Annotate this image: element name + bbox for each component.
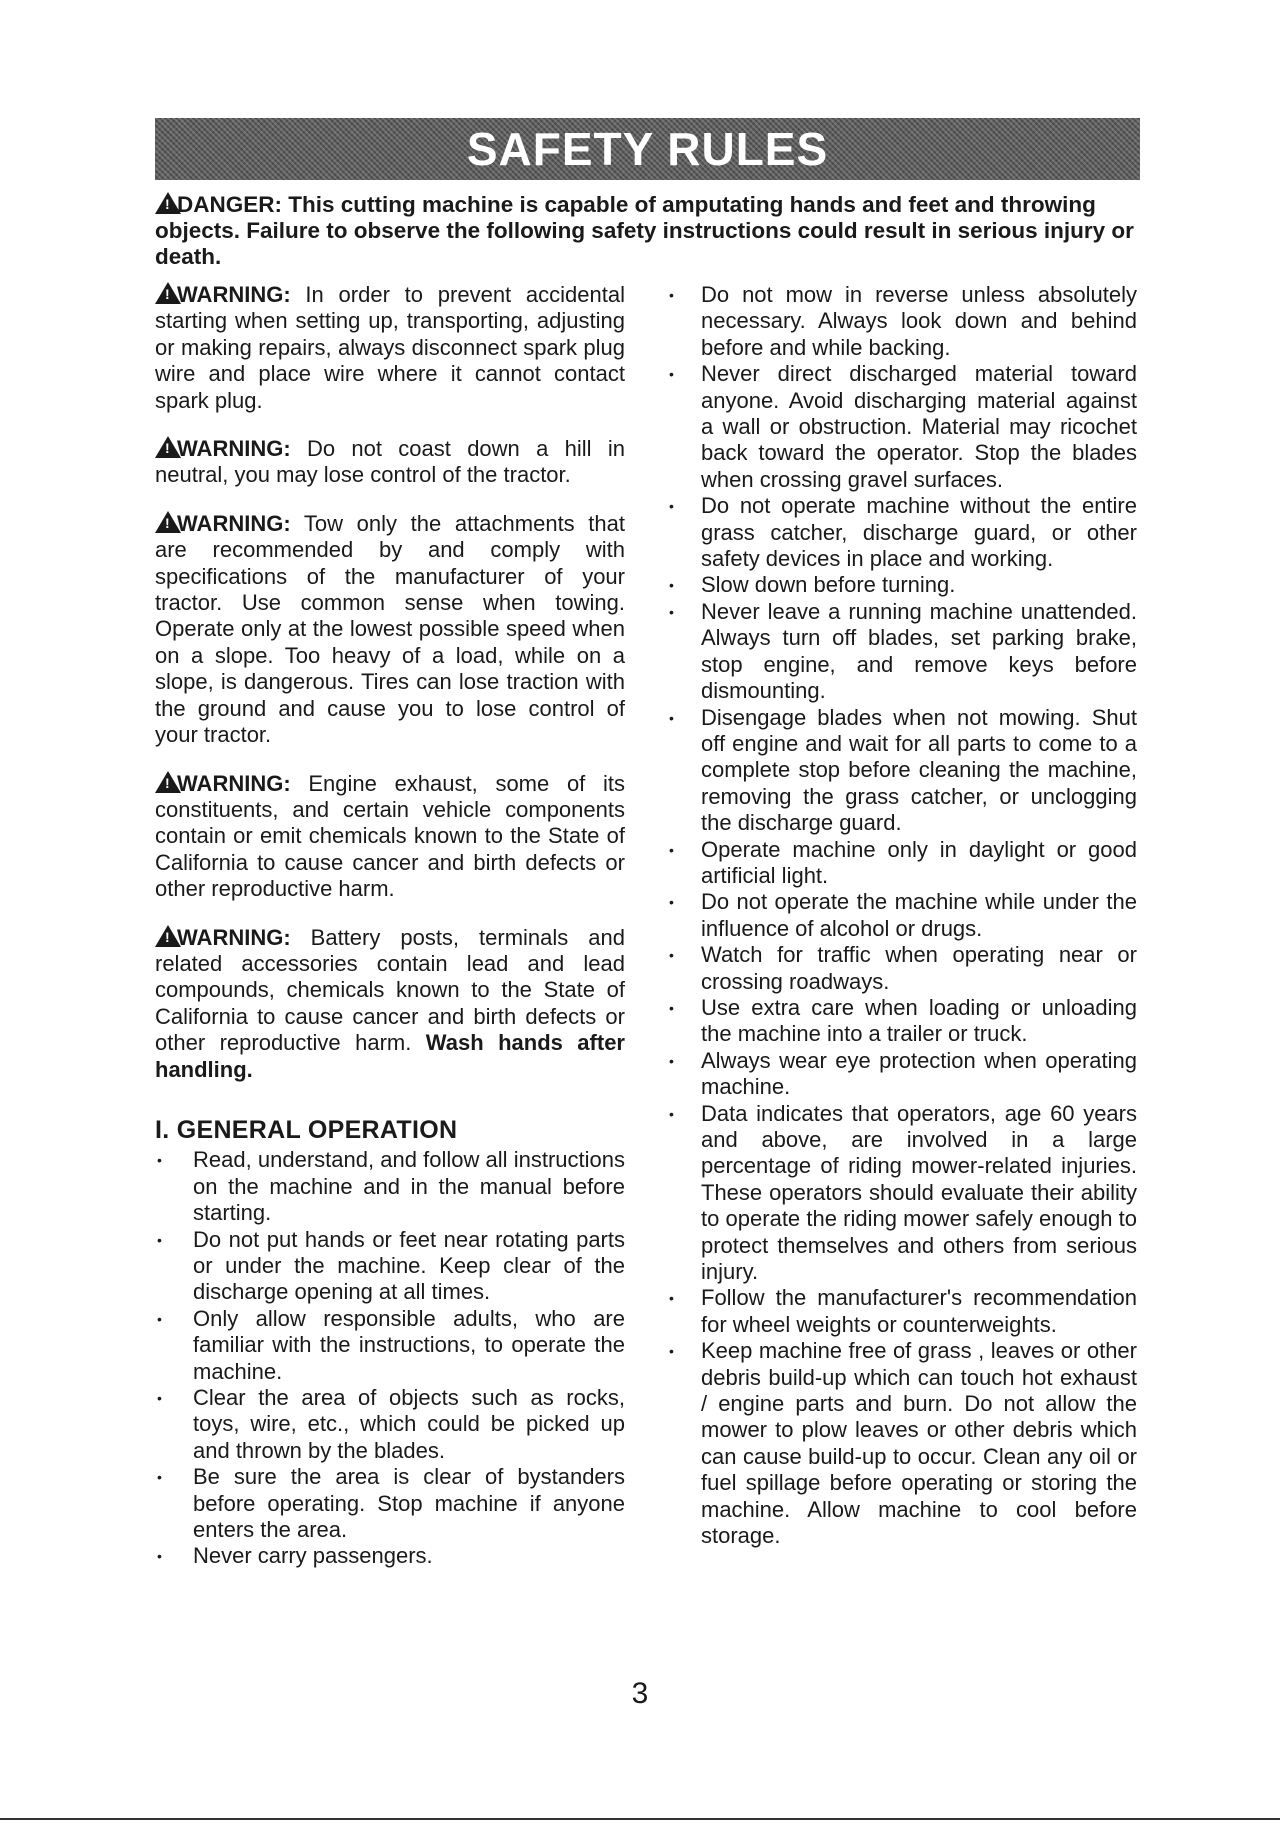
rule-item: • Keep machine free of grass , leaves or other debris build-up which can touch hot exhaust / engine parts and burn. Do not allow the mower to plow leaves or other debris which can cause build-up to occur. Clean any oil or fuel spillage before operating or storing the machine. Allow machine to cool before storage.	[667, 1338, 1137, 1549]
rule-item: • Never leave a running machine unattended. Always turn off blades, set parking brake, stop engine, and remove keys before dismounting.	[667, 599, 1137, 705]
warning-block	[155, 925, 625, 1083]
rule-item: • Be sure the area is clear of bystanders before operating. Stop machine if anyone enters the area.	[155, 1464, 625, 1543]
warning-triangle-icon	[155, 436, 181, 458]
rule-item: • Clear the area of objects such as rocks, toys, wire, etc., which could be picked up and thrown by the blades.	[155, 1385, 625, 1464]
rules-list-left	[155, 1147, 625, 1570]
rule-item: • Never direct discharged material toward anyone. Avoid discharging material against a wall or obstruction. Material may ricochet back toward the operator. Stop the blades when crossing gravel surfaces.	[667, 361, 1137, 493]
rules-list-right	[667, 282, 1137, 1550]
rule-item: • Do not mow in reverse unless absolutely necessary. Always look down and behind before and while backing.	[667, 282, 1137, 361]
warning-label: WARNING:	[177, 510, 291, 536]
rule-item: • Do not operate machine without the entire grass catcher, discharge guard, or other safety devices in place and working.	[667, 493, 1137, 572]
warning-triangle-icon	[155, 925, 181, 947]
rule-item: • Watch for traffic when operating near or crossing roadways.	[667, 942, 1137, 995]
warning-triangle-icon	[155, 771, 181, 793]
danger-label: DANGER:	[177, 192, 282, 217]
rule-item: • Follow the manufacturer's recommendation for wheel weights or counterweights.	[667, 1285, 1137, 1338]
bottom-divider	[0, 1818, 1280, 1820]
warning-text: Battery posts, terminals and related accessories contain lead and lead compounds, chemicals known to the State of California to cause cancer and birth defects or other reproductive harm.	[155, 924, 625, 1056]
rule-item: • Slow down before turning.	[667, 572, 1137, 598]
warning-label: WARNING:	[177, 282, 291, 307]
rule-item: • Operate machine only in daylight or good artificial light.	[667, 837, 1137, 890]
warning-emphasis: Wash hands after handling.	[155, 1030, 625, 1082]
warning-text: Do not coast down a hill in neutral, you may lose control of the tractor.	[155, 436, 625, 488]
rule-item: • Data indicates that operators, age 60 years and above, are involved in a large percentage of riding mower-related injuries. These operators should evaluate their ability to operate the riding mower safely enough to protect themselves and others from serious injury.	[667, 1101, 1137, 1286]
rule-item: • Read, understand, and follow all instructions on the machine and in the manual before starting.	[155, 1147, 625, 1226]
warning-block	[155, 282, 625, 414]
warning-triangle-icon	[155, 282, 181, 304]
section-banner	[155, 118, 1140, 180]
left-column	[155, 282, 625, 1570]
section-heading: I. GENERAL OPERATION	[155, 1115, 458, 1144]
warning-label: WARNING:	[177, 770, 291, 796]
rule-item: • Disengage blades when not mowing. Shut off engine and wait for all parts to come to a complete stop before cleaning the machine, removing the grass catcher, or unclogging the discharge guard.	[667, 705, 1137, 837]
warning-text: In order to prevent accidental starting when setting up, transporting, adjusting or making repairs, always disconnect spark plug wire and place wire where it cannot contact spark plug.	[155, 282, 625, 413]
danger-text: This cutting machine is capable of amputating hands and feet and throwing objects. Failure to observe the following safety instructions could result in serious injury or death.	[155, 192, 1134, 269]
danger-notice	[155, 192, 1140, 270]
warning-triangle-icon	[155, 511, 181, 533]
warning-block	[155, 771, 625, 903]
warning-text: Tow only the attachments that are recommended by and comply with specifications of the manufacturer of your tractor. Use common sense when towing. Operate only at the lowest possible speed when on a slope. Too heavy of a load, while on a slope, is dangerous. Tires can lose traction with the ground and cause you to lose control of your tractor.	[155, 510, 625, 748]
warning-triangle-icon	[155, 192, 181, 214]
rule-item: • Never carry passengers.	[155, 1543, 625, 1569]
right-column	[667, 282, 1137, 1550]
rule-item: • Use extra care when loading or unloading the machine into a trailer or truck.	[667, 995, 1137, 1048]
rule-item: • Only allow responsible adults, who are familiar with the instructions, to operate the machine.	[155, 1306, 625, 1385]
rule-item: • Do not operate the machine while under the influence of alcohol or drugs.	[667, 889, 1137, 942]
warning-label: WARNING:	[177, 436, 291, 462]
rule-item: • Always wear eye protection when operating machine.	[667, 1048, 1137, 1101]
warning-block	[155, 436, 625, 489]
page-title: SAFETY RULES	[466, 123, 829, 175]
warning-block	[155, 511, 625, 749]
warning-text: Engine exhaust, some of its constituents, and certain vehicle components contain or emit chemicals known to the State of California to cause cancer and birth defects or other reproductive harm.	[155, 770, 625, 902]
rule-item: • Do not put hands or feet near rotating parts or under the machine. Keep clear of the discharge opening at all times.	[155, 1227, 625, 1306]
warning-label: WARNING:	[177, 924, 291, 950]
page-number: 3	[631, 1677, 649, 1710]
